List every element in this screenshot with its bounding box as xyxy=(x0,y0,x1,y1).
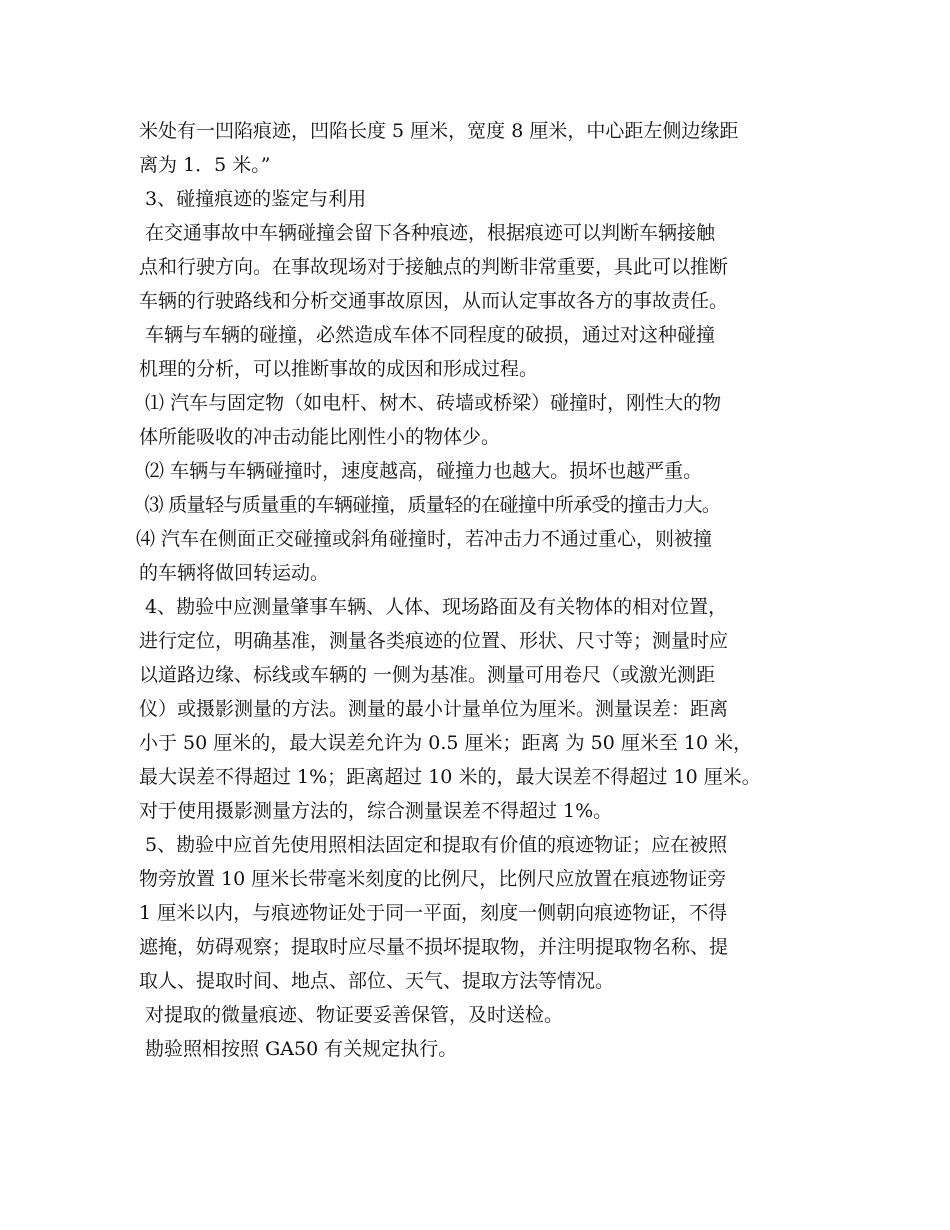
text-line: 遮掩，妨碍观察；提取时应尽量不损坏提取物，并注明提取物名称、提 xyxy=(139,936,729,958)
text-line: 进行定位，明确基准，测量各类痕迹的位置、形状、尺寸等；测量时应 xyxy=(139,630,729,652)
text-line: 机理的分析，可以推断事故的成因和形成过程。 xyxy=(139,358,539,380)
text-line: 以道路边缘、标线或车辆的 一侧为基准。测量可用卷尺（或激光测距 xyxy=(139,664,716,686)
list-item: ⑷ 汽车在侧面正交碰撞或斜角碰撞时，若冲击力不通过重心，则被撞 xyxy=(136,528,713,550)
text-line: 在交通事故中车辆碰撞会留下各种痕迹，根据痕迹可以判断车辆接触 xyxy=(139,222,716,244)
section-heading: 5、勘验中应首先使用照相法固定和提取有价值的痕迹物证；应在被照 xyxy=(139,834,728,856)
text-line: 点和行驶方向。在事故现场对于接触点的判断非常重要，具此可以推断 xyxy=(139,256,729,278)
section-heading: 4、勘验中应测量肇事车辆、人体、现场路面及有关物体的相对位置， xyxy=(139,596,728,618)
list-item: ⑵ 车辆与车辆碰撞时，速度越高，碰撞力也越大。损坏也越严重。 xyxy=(139,460,703,482)
text-line: 对提取的微量痕迹、物证要妥善保管，及时送检。 xyxy=(139,1004,564,1026)
text-line: 1 厘米以内，与痕迹物证处于同一平面，刻度一侧朝向痕迹物证，不得 xyxy=(139,902,728,924)
text-line: 体所能吸收的冲击动能比刚性小的物体少。 xyxy=(139,426,501,448)
text-line: 仪）或摄影测量的方法。测量的最小计量单位为厘米。测量误差：距离 xyxy=(139,698,729,720)
text-line: 对于使用摄影测量方法的，综合测量误差不得超过 1%。 xyxy=(139,800,613,822)
text-line: 车辆的行驶路线和分析交通事故原因，从而认定事故各方的事故责任。 xyxy=(139,290,729,312)
text-line: 小于 50 厘米的，最大误差允许为 0.5 厘米；距离 为 50 厘米至 10 米， xyxy=(139,732,753,754)
body-text xyxy=(136,114,829,1066)
text-line: 的车辆将做回转运动。 xyxy=(139,562,330,584)
text-line: 车辆与车辆的碰撞，必然造成车体不同程度的破损，通过对这种碰撞 xyxy=(139,324,716,346)
text-line: 最大误差不得超过 1%；距离超过 10 米的，最大误差不得超过 10 厘米。 xyxy=(139,766,761,788)
list-item: ⑶ 质量轻与质量重的车辆碰撞，质量轻的在碰撞中所承受的撞击力大。 xyxy=(139,494,721,516)
list-item: ⑴ 汽车与固定物（如电杆、树木、砖墙或桥梁）碰撞时，刚性大的物 xyxy=(139,392,722,414)
section-heading: 3、碰撞痕迹的鉴定与利用 xyxy=(139,188,367,210)
text-line: 物旁放置 10 厘米长带毫米刻度的比例尺，比例尺应放置在痕迹物证旁 xyxy=(139,868,727,890)
text-line: 米处有一凹陷痕迹，凹陷长度 5 厘米，宽度 8 厘米，中心距左侧边缘距 xyxy=(139,120,739,142)
text-line: 取人、提取时间、地点、部位、天气、提取方法等情况。 xyxy=(139,970,615,992)
text-line: 离为 1．5 米。” xyxy=(139,154,271,176)
text-line: 勘验照相按照 GA50 有关规定执行。 xyxy=(139,1038,458,1060)
